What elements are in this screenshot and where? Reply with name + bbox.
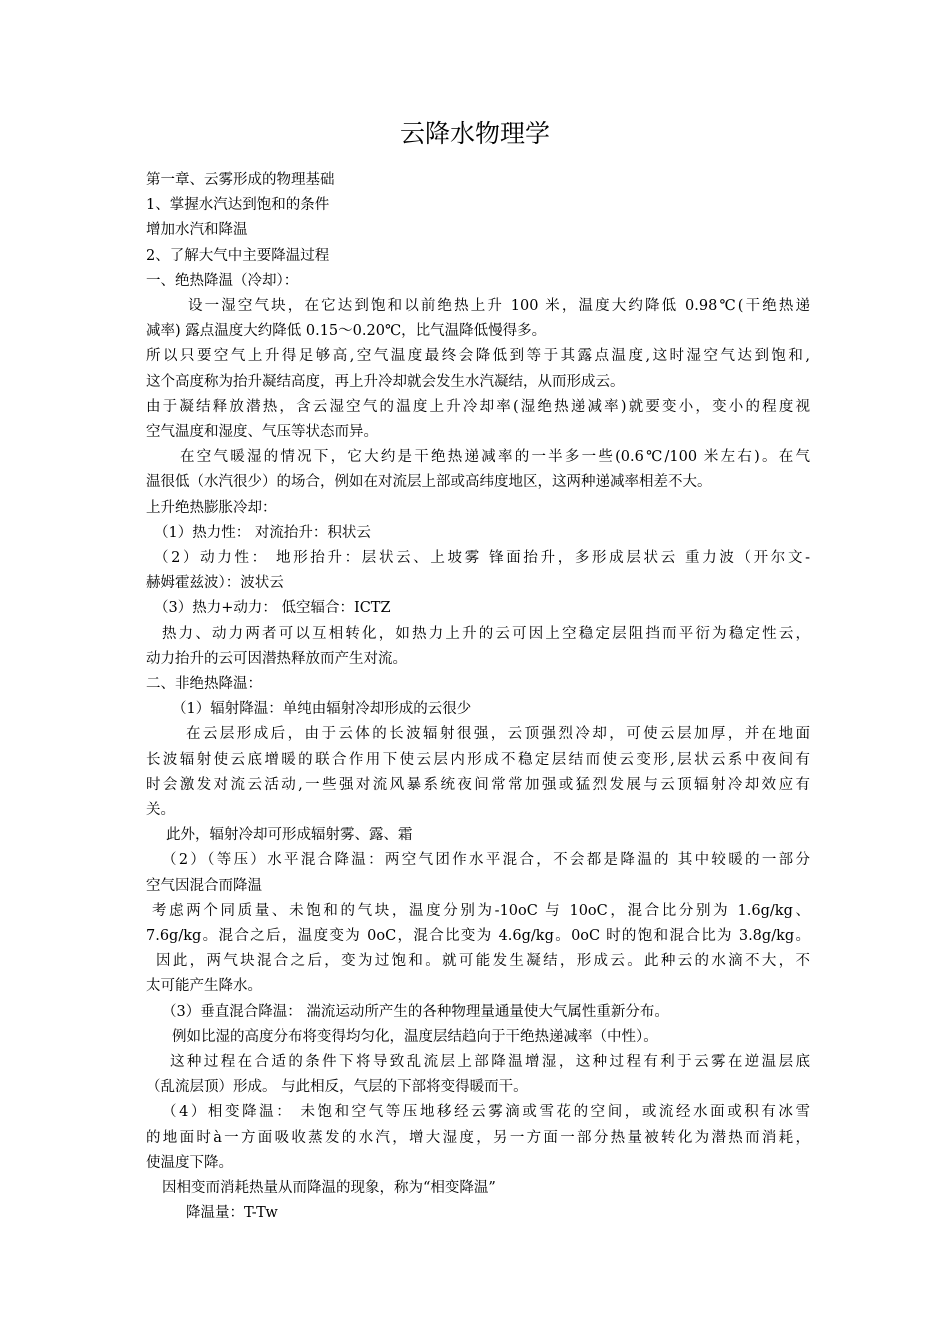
text-line: 在云层形成后，由于云体的长波辐射很强，云顶强烈冷却，可使云层加厚，并在地面 <box>186 726 810 743</box>
text-line: 由于凝结释放潜热，含云湿空气的温度上升冷却率(湿绝热递减率)就要变小，变小的程度视 <box>146 398 810 415</box>
text-line: （2）（等压）水平混合降温：两空气团作水平混合，不会都是降温的 其中较暖的一部分 <box>162 852 810 869</box>
text-line: 因相变而消耗热量从而降温的现象，称为“相变降温” <box>162 1180 496 1196</box>
text-line: 增加水汽和降温 <box>146 222 248 239</box>
text-line: （1）热力性： 对流抬升：积状云 <box>154 524 371 541</box>
text-line: 7.6g/kg。混合之后，温度变为 0oC，混合比变为 4.6g/kg。0oC 时的饱和混合比为 3.8g/kg。 <box>146 928 810 944</box>
text-line: 长波辐射使云底增暖的联合作用下使云层内形成不稳定层结而使云变形,层状云系中夜间有 <box>146 751 810 768</box>
text-line: 使温度下降。 <box>146 1154 233 1171</box>
text-line: 太可能产生降水。 <box>146 978 262 995</box>
document-title: 云降水物理学 <box>399 119 550 148</box>
text-line: 上升绝热膨胀冷却： <box>146 499 277 516</box>
text-line: 温很低（水汽很少）的场合，例如在对流层上部或高纬度地区，这两种递减率相差不大。 <box>146 474 712 491</box>
text-line: 时会激发对流云活动,一些强对流风暴系统夜间常常加强或猛烈发展与云顶辐射冷却效应有 <box>146 776 810 793</box>
text-line: 在空气暖湿的情况下，它大约是干绝热递减率的一半多一些(0.6℃/100 米左右)。在气 <box>180 449 810 466</box>
text-line: 所以只要空气上升得足够高,空气温度最终会降低到等于其露点温度,这时湿空气达到饱和, <box>146 348 810 365</box>
text-line: 关。 <box>146 802 175 818</box>
text-line: （3）垂直混合降温： 湍流运动所产生的各种物理量通量使大气属性重新分布。 <box>162 1003 669 1020</box>
text-line: 空气因混合而降温 <box>146 877 262 894</box>
text-line: 此外，辐射冷却可形成辐射雾、露、霜 <box>166 827 413 844</box>
text-line: （2）动力性： 地形抬升：层状云、上坡雾 锋面抬升，多形成层状云 重力波（开尔文- <box>154 550 810 566</box>
text-line: 热力、动力两者可以互相转化，如热力上升的云可因上空稳定层阻挡而平衍为稳定性云， <box>162 625 810 642</box>
text-line: 因此，两气块混合之后，变为过饱和。就可能发生凝结，形成云。此种云的水滴不大，不 <box>156 953 810 970</box>
text-line: （乱流层顶）形成。 与此相反，气层的下部将变得暖而干。 <box>146 1079 528 1096</box>
text-line: 降温量：T-Tw <box>186 1205 278 1222</box>
text-line: 这种过程在合适的条件下将导致乱流层上部降温增湿，这种过程有利于云雾在逆温层底 <box>170 1054 810 1070</box>
text-line: （3）热力+动力： 低空辐合：ICTZ <box>154 600 391 617</box>
text-line: 空气温度和湿度、气压等状态而异。 <box>146 424 378 440</box>
text-line: 赫姆霍兹波）：波状云 <box>146 575 284 592</box>
text-line: （4）相变降温： 未饱和空气等压地移经云雾滴或雪花的空间，或流经水面或积有冰雪 <box>162 1104 810 1121</box>
text-line: 考虑两个同质量、未饱和的气块，温度分别为-10oC 与 10oC，混合比分别为 1.6g/kg、 <box>152 902 810 919</box>
text-line: 第一章、云雾形成的物理基础 <box>146 172 335 188</box>
text-line: 2、了解大气中主要降温过程 <box>146 247 330 264</box>
text-line: （1）辐射降温：单纯由辐射冷却形成的云很少 <box>172 701 472 718</box>
text-line: 设一湿空气块，在它达到饱和以前绝热上升 100 米，温度大约降低 0.98℃(干绝热递 <box>188 298 810 314</box>
text-line: 1、掌握水汽达到饱和的条件 <box>146 197 330 214</box>
text-line: 二、非绝热降温： <box>146 676 262 692</box>
text-line: 减率) 露点温度大约降低 0.15～0.20℃，比气温降低慢得多。 <box>146 323 547 340</box>
text-line: 这个高度称为抬升凝结高度，再上升冷却就会发生水汽凝结，从而形成云。 <box>146 373 625 390</box>
text-line: 例如比湿的高度分布将变得均匀化，温度层结趋向于干绝热递减率（中性）。 <box>172 1028 658 1045</box>
text-line: 动力抬升的云可因潜热释放而产生对流。 <box>146 650 407 667</box>
text-line: 一、绝热降温（冷却）： <box>146 272 299 289</box>
text-line: 的地面时à一方面吸收蒸发的水汽，增大湿度，另一方面一部分热量被转化为潜热而消耗， <box>146 1129 810 1146</box>
